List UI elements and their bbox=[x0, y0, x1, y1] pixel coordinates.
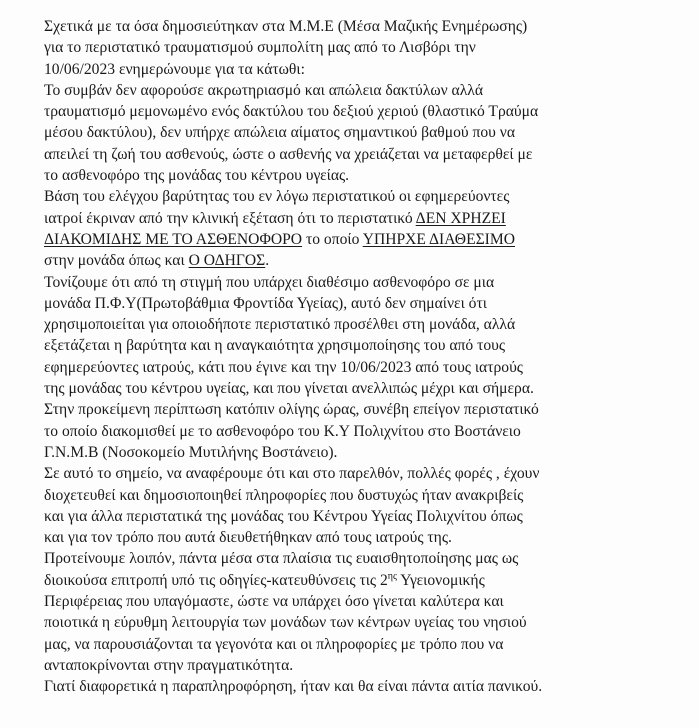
underlined-text: ΔΙΑΚΟΜΙΔΗΣ ΜΕ ΤΟ ΑΣΘΕΝΟΦΟΡΟ bbox=[44, 230, 303, 248]
text-line bbox=[44, 570, 684, 591]
text-line bbox=[44, 250, 684, 271]
paragraph-assessment bbox=[44, 186, 684, 271]
underlined-text: Ο ΟΔΗΓΟΣ bbox=[188, 252, 266, 270]
text-line: Βάση του ελέγχου βαρύτητας του εν λόγω περιστατικού οι εφημερεύοντες bbox=[44, 188, 510, 206]
text-segment: . bbox=[265, 252, 270, 270]
text-line bbox=[44, 229, 684, 250]
text-line: χρησιμοποιείται για οποιοδήποτε περιστατικό προσέλθει στη μονάδα, αλλά bbox=[44, 316, 516, 334]
text-line: Προτείνουμε λοιπόν, πάντα μέσα στα πλαίσια τις ευαισθητοποίησης μας ως bbox=[44, 550, 519, 568]
text-line: το ασθενοφόρο της μονάδας του κέντρου υγείας. bbox=[44, 167, 350, 185]
text-line: για το περιστατικό τραυματισμού συμπολίτη μας από το Λισβόρι την bbox=[44, 39, 476, 57]
text-line: εξετάζεται η βαρύτητα και η αναγκαιότητα χρησιμοποίησης του από τους bbox=[44, 337, 506, 355]
paragraph-closing bbox=[44, 676, 684, 697]
text-line: Σε αυτό το σημείο, να αναφέρουμε ότι και στο παρελθόν, πολλές φορές , έχουν bbox=[44, 465, 540, 483]
paragraph-emergency bbox=[44, 399, 684, 463]
paragraph-proposal bbox=[44, 548, 684, 676]
text-line: ανταποκρίνονται στην πραγματικότητα. bbox=[44, 656, 294, 674]
text-line: 10/06/2023 ενημερώνουμε για τα κάτωθι: bbox=[44, 60, 305, 78]
text-line: και για άλλα περιστατικά της μονάδας του Κέντρου Υγείας Πολιχνίτου όπως bbox=[44, 507, 523, 525]
text-line: μέσου δακτύλου), δεν υπήρχε απώλεια αίματος σημαντικού βαθμού που να bbox=[44, 124, 516, 142]
text-line: εφημερεύοντες ιατρούς, κάτι που έγινε και την 10/06/2023 από τους ιατρούς bbox=[44, 358, 523, 376]
text-line: Γ.Ν.Μ.Β (Νοσοκομείο Μυτιλήνης Βοστάνειο). bbox=[44, 443, 338, 461]
text-segment: διοικούσα επιτροπή υπό τις οδηγίες-κατευθύνσεις τις 2 bbox=[44, 571, 388, 589]
text-line: μας, να παρουσιάζονται τα γεγονότα και οι πληροφορίες με τρόπο που να bbox=[44, 635, 504, 653]
document-body bbox=[44, 16, 684, 698]
paragraph-intro bbox=[44, 16, 684, 80]
text-line bbox=[44, 208, 684, 229]
text-line: και για τον τρόπο που αυτά διευθετήθηκαν από τους ιατρούς της. bbox=[44, 529, 452, 547]
text-line: απειλεί τη ζωή του ασθενούς, ώστε ο ασθενής να χρειάζεται να μεταφερθεί με bbox=[44, 145, 533, 163]
text-line: Περιφέρειας που υπαγόμαστε, ώστε να υπάρχει όσο γίνεται καλύτερα και bbox=[44, 593, 504, 611]
text-line: της μονάδας του κέντρου υγείας, και που γίνεται ανελλιπώς μέχρι και σήμερα. bbox=[44, 380, 534, 398]
underlined-text: ΔΕΝ ΧΡΗΖΕΙ bbox=[415, 209, 506, 227]
paragraph-incident bbox=[44, 80, 684, 186]
text-line: το οποίο διακομισθεί με το ασθενοφόρο του Κ.Υ Πολιχνίτου στο Βοστάνειο bbox=[44, 422, 521, 440]
text-line: Γιατί διαφορετικά η παραπληροφόρηση, ήταν και θα είναι πάντα αιτία πανικού. bbox=[44, 678, 543, 696]
paragraph-ambulance-use bbox=[44, 272, 684, 400]
text-segment: στην μονάδα όπως και bbox=[44, 252, 189, 270]
text-line: Το συμβάν δεν αφορούσε ακρωτηριασμό και απώλεια δακτύλων αλλά bbox=[44, 81, 484, 99]
underlined-text: ΥΠΗΡΧΕ ΔΙΑΘΕΣΙΜΟ bbox=[362, 230, 515, 248]
superscript-text: ης bbox=[387, 570, 397, 582]
paragraph-past-misinformation bbox=[44, 463, 684, 548]
text-line: Τονίζουμε ότι από τη στιγμή που υπάρχει διαθέσιμο ασθενοφόρο σε μια bbox=[44, 273, 495, 291]
text-segment: ιατροί έκριναν από την κλινική εξέταση ότι το περιστατικό bbox=[44, 209, 416, 227]
text-line: μονάδα Π.Φ.Υ(Πρωτοβάθμια Φροντίδα Υγείας), αυτό δεν σημαίνει ότι bbox=[44, 294, 487, 312]
text-line: διοχετευθεί και δημοσιοποιηθεί πληροφορίες που δυστυχώς ήταν ανακριβείς bbox=[44, 486, 524, 504]
text-segment: το οποίο bbox=[302, 230, 363, 248]
text-line: Στην προκείμενη περίπτωση κατόπιν ολίγης ώρας, συνέβη επείγον περιστατικό bbox=[44, 401, 539, 419]
text-segment: Υγειονομικής bbox=[396, 571, 485, 589]
text-line: ποιοτικά η εύρυθμη λειτουργία των μονάδων των κέντρων υγείας του νησιού bbox=[44, 614, 527, 632]
text-line: τραυματισμό μεμονωμένο ενός δακτύλου του δεξιού χεριού (θλαστικό Τραύμα bbox=[44, 103, 539, 121]
text-line: Σχετικά με τα όσα δημοσιεύτηκαν στα Μ.Μ.Ε (Μέσα Μαζικής Ενημέρωσης) bbox=[44, 18, 528, 35]
